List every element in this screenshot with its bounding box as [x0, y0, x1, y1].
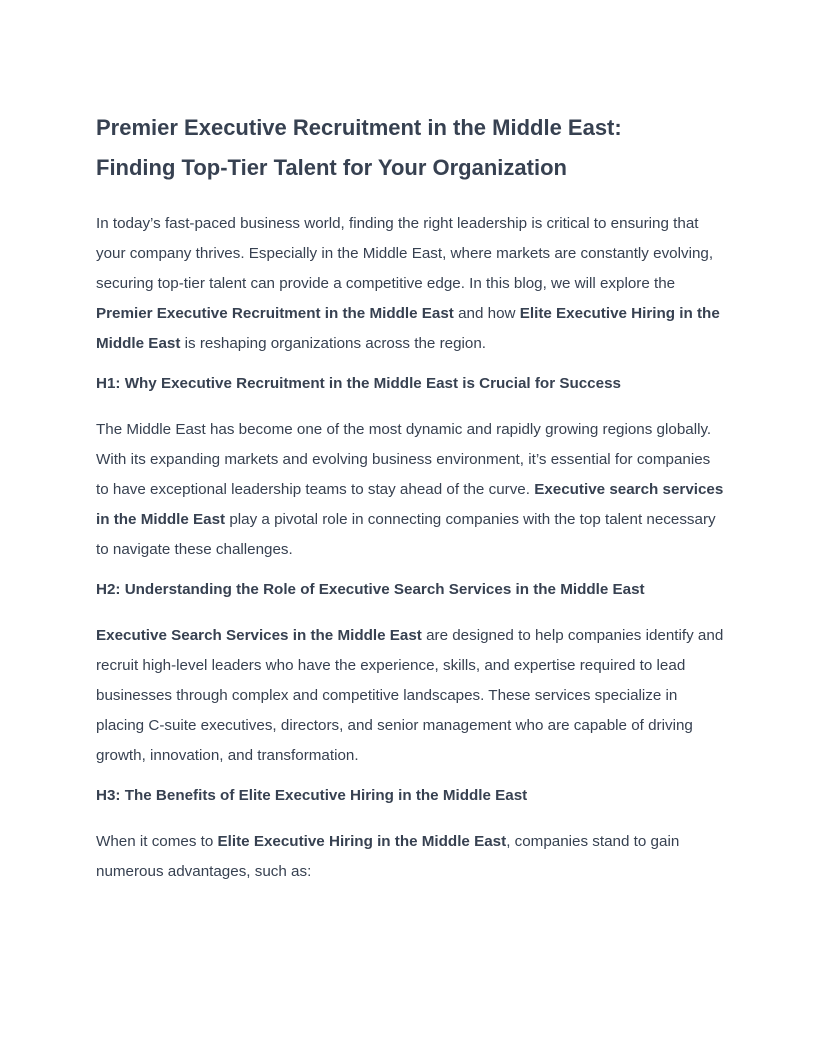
section-3-text-1: When it comes to [96, 833, 218, 850]
section-3-text-2: , companies stand to gain numerous advantages, such as: [96, 833, 680, 880]
section-1-text-2: play a pivotal role in connecting companies with the top talent necessary to navigate these challenges. [96, 511, 716, 558]
section-3-paragraph [96, 827, 724, 887]
intro-text-2: and how [453, 305, 520, 322]
section-2-text-1: are designed to help companies identify and recruit high-level leaders who have the experience, skills, and expertise required to lead businesses through complex and competitive landscapes. These services specialize in placing C-suite executives, directors, and senior management who are capable of driving growth, innovation, and transformation. [96, 627, 724, 764]
section-heading-h1: H1: Why Executive Recruitment in the Middle East is Crucial for Success [96, 375, 621, 392]
intro-text-3: is reshaping organizations across the region. [180, 335, 487, 352]
title-line-2: Finding Top-Tier Talent for Your Organization [96, 155, 567, 180]
section-1-bold-1: Executive search services in the Middle East [96, 481, 724, 528]
intro-text-1: In today’s fast-paced business world, finding the right leadership is critical to ensuring that your company thrives. Especially in the Middle East, where markets are constantly evolving, securing top-tier talent can provide a competitive edge. In this blog, we will explore the [96, 215, 714, 292]
section-2-paragraph [96, 621, 724, 771]
title-line-1: Premier Executive Recruitment in the Middle East: [96, 115, 622, 140]
intro-bold-1: Premier Executive Recruitment in the Middle East [96, 305, 454, 322]
section-3-bold-1: Elite Executive Hiring in the Middle East [217, 833, 507, 850]
intro-bold-2: Elite Executive Hiring in the Middle East [96, 305, 720, 352]
document-page [96, 108, 724, 887]
intro-paragraph [96, 209, 724, 359]
section-1-paragraph [96, 415, 724, 565]
section-heading-h3: H3: The Benefits of Elite Executive Hiring in the Middle East [96, 787, 528, 804]
section-1-text-1: The Middle East has become one of the most dynamic and rapidly growing regions globally. With its expanding markets and evolving business environment, it’s essential for companies to have exceptional leadership teams to stay ahead of the curve. [96, 421, 712, 498]
section-2-bold-1: Executive Search Services in the Middle East [96, 627, 422, 644]
section-heading-h2: H2: Understanding the Role of Executive Search Services in the Middle East [96, 581, 645, 598]
document-title [96, 108, 724, 188]
